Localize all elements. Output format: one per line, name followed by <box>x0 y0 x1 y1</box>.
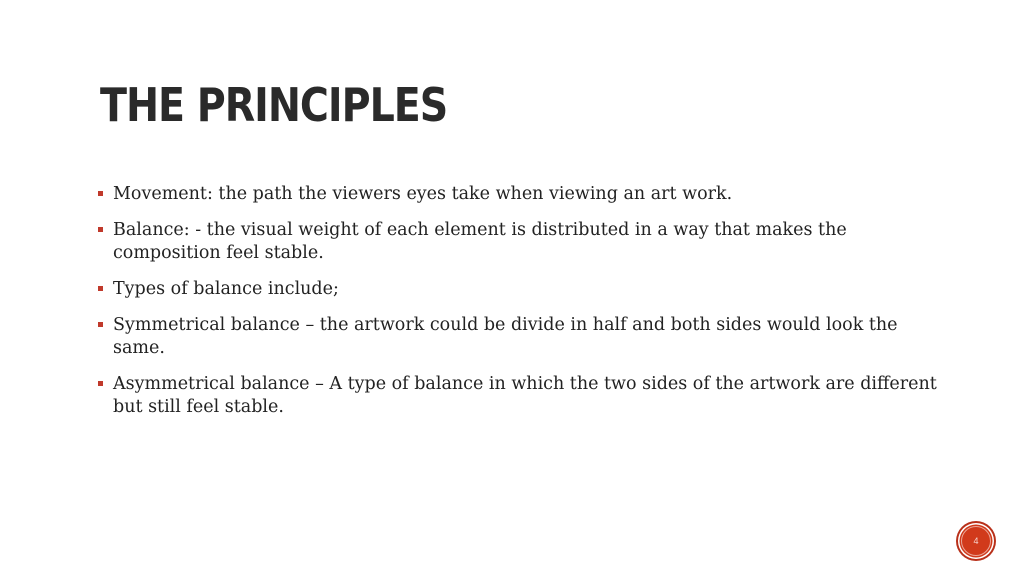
bullet-item-symmetrical <box>98 314 938 360</box>
square-bullet-icon <box>98 191 103 196</box>
bullet-item-types <box>98 278 938 301</box>
slide-title: THE PRINCIPLES <box>100 78 448 132</box>
bullet-text: Symmetrical balance – the artwork could be divide in half and both sides would look the same. <box>113 315 898 358</box>
bullet-text: Movement: the path the viewers eyes take when viewing an art work. <box>113 184 733 204</box>
bullet-text: Balance: - the visual weight of each element is distributed in a way that makes the composition feel stable. <box>113 220 847 263</box>
bullet-text: Types of balance include; <box>113 279 339 299</box>
square-bullet-icon <box>98 286 103 291</box>
bullet-text: Asymmetrical balance – A type of balance in which the two sides of the artwork are different but still feel stable. <box>113 374 937 417</box>
bullet-list <box>98 183 938 432</box>
bullet-item-balance <box>98 219 938 265</box>
bullet-item-asymmetrical <box>98 373 938 419</box>
bullet-item-movement <box>98 183 938 206</box>
square-bullet-icon <box>98 322 103 327</box>
square-bullet-icon <box>98 381 103 386</box>
page-number: 4 <box>973 536 979 546</box>
square-bullet-icon <box>98 227 103 232</box>
page-number-badge <box>958 523 994 559</box>
